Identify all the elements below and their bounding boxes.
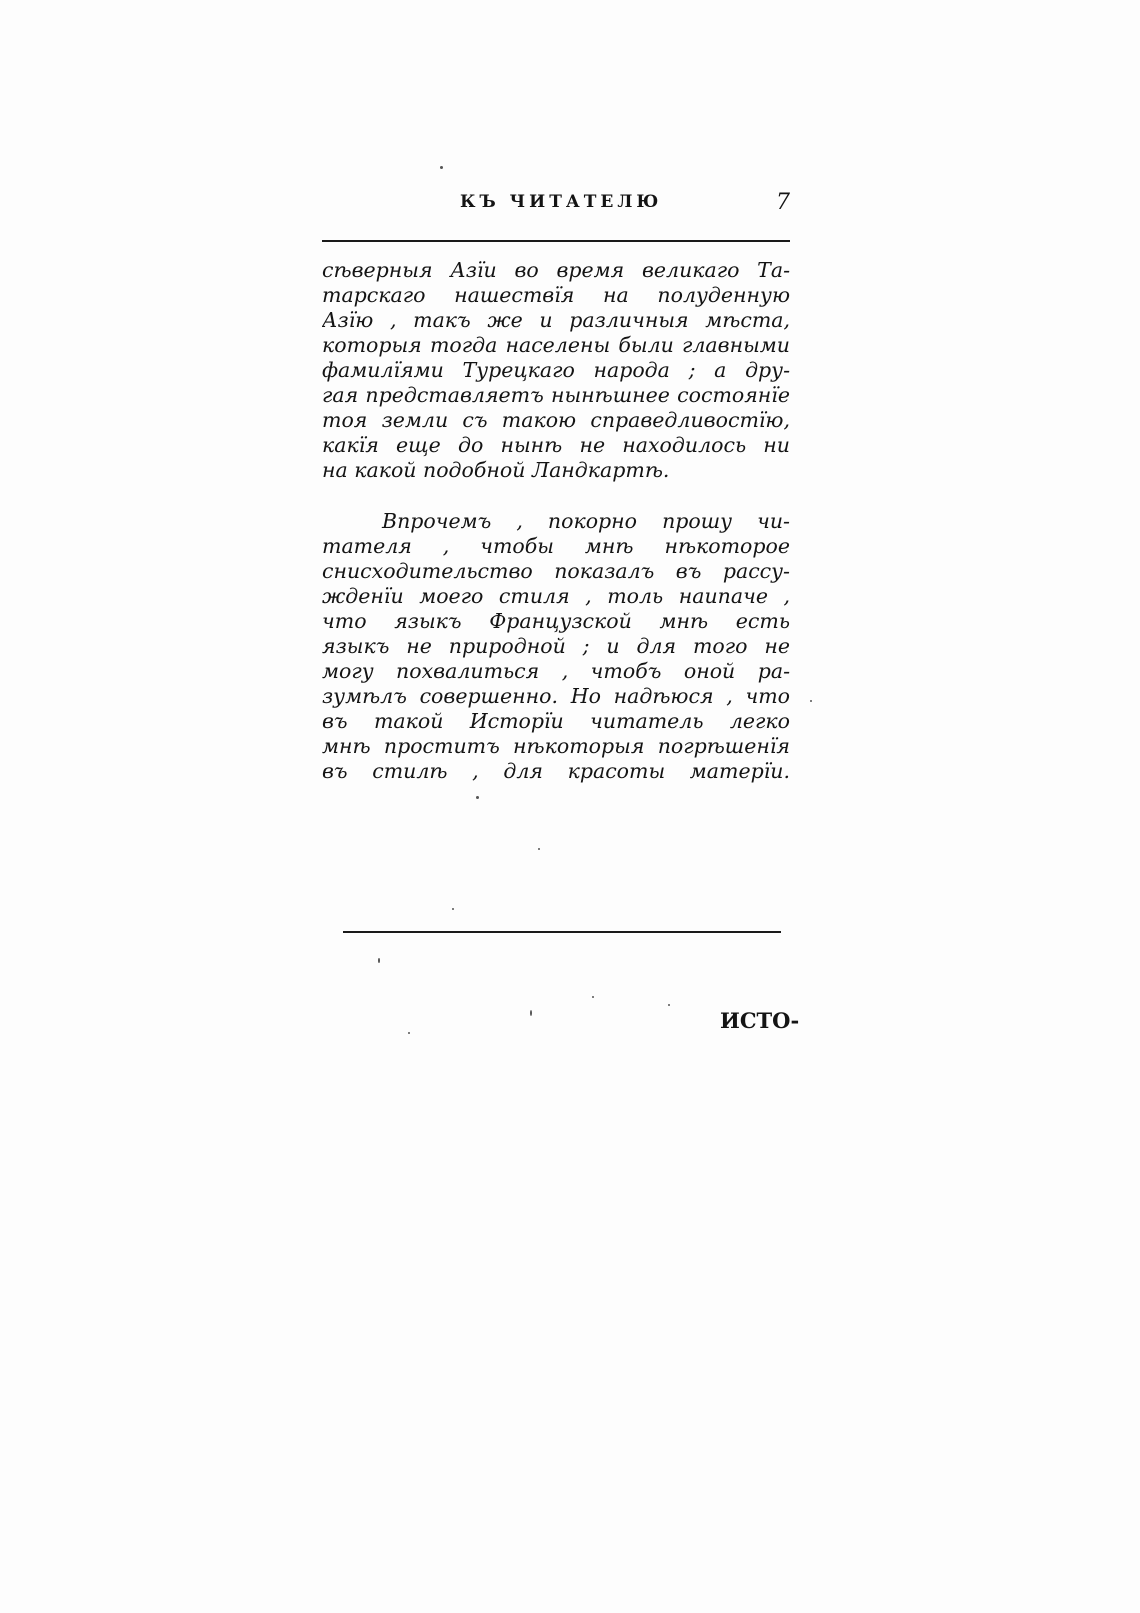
text-line: мнѣ проститъ нѣкоторыя погрѣшенїя [322,734,790,758]
page-number: 7 [776,190,790,215]
text-line: на какой подобной Ландкартѣ. [322,458,670,482]
footer-rule [343,931,781,933]
text-line: жденїи моего стиля , толь наипаче , [322,584,790,608]
scan-speck [530,1010,532,1016]
text-line: языкъ не природной ; и для того не [322,634,790,658]
text-line: Впрочемъ , покорно прошу чи- [382,509,790,533]
text-line: что языкъ Французской мнѣ есть [322,609,790,633]
scan-speck [408,1032,410,1034]
text-line: которыя тогда населены были главными [322,333,790,357]
text-line: какїя еще до нынѣ не находилось ни [322,433,790,457]
scan-speck [668,1004,670,1006]
scan-speck [592,996,594,998]
scan-speck [440,166,443,169]
text-line: Азїю , такъ же и различныя мѣста, [322,308,790,332]
paragraph-gap [322,483,790,509]
scan-speck [810,700,812,702]
header-rule [322,240,790,242]
text-line: зумѣлъ совершенно. Но надѣюся , что [322,684,790,708]
paragraph-2 [322,509,790,784]
text-line: гая представляетъ нынѣшнее состоянїе [322,383,790,407]
text-line: могу похвалиться , чтобъ оной ра- [322,659,790,683]
text-line: тарскаго нашествїя на полуденную [322,283,790,307]
text-line: фамилїями Турецкаго народа ; а дру- [322,358,790,382]
text-line: въ стилѣ , для красоты матерїи. [322,759,790,783]
scan-speck [378,958,380,963]
scan-speck [452,908,454,910]
running-head: КЪ ЧИТАТЕЛЮ [460,192,663,212]
text-line: тателя , чтобы мнѣ нѣкоторое [322,534,790,558]
text-line: сѣверныя Азїи во время великаго Та- [322,258,790,282]
text-line: тоя земли съ такою справедливостїю, [322,408,790,432]
page-header [340,192,800,222]
text-line: снисходительство показалъ въ рассу- [322,559,790,583]
scan-speck [538,848,540,850]
text-line: въ такой Исторїи читатель легко [322,709,790,733]
paragraph-1 [322,258,790,483]
catchword: ИСТО- [720,1008,800,1033]
scan-speck [476,796,479,799]
body-text [322,258,790,784]
